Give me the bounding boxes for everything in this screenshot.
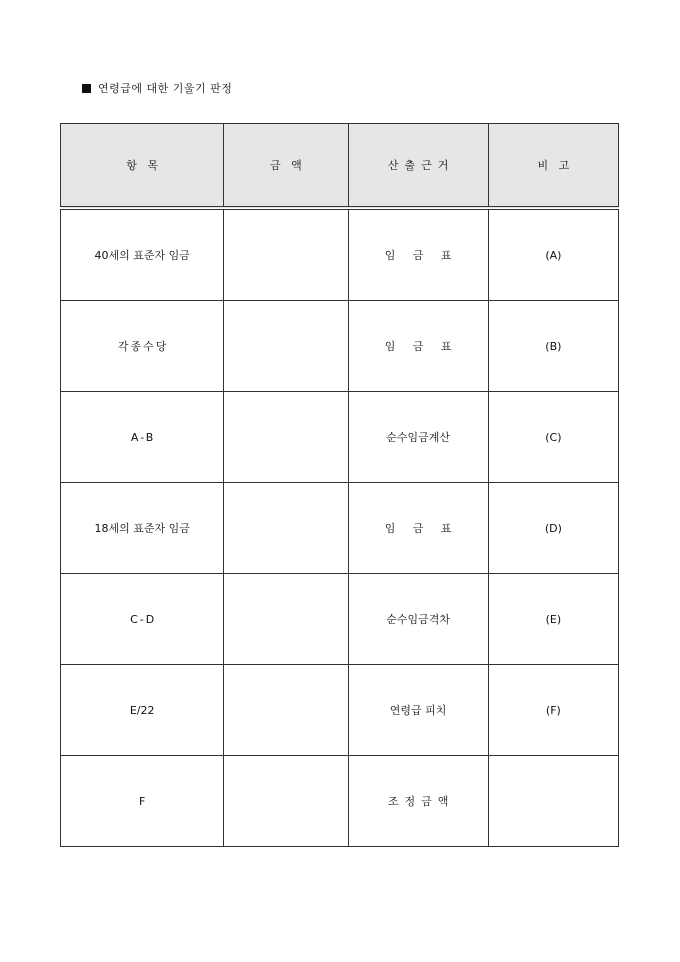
- cell-basis: 임 금 표: [348, 208, 488, 301]
- header-remark: 비 고: [488, 124, 618, 209]
- cell-amount: [224, 301, 348, 392]
- cell-remark: (A): [488, 208, 618, 301]
- cell-amount: [224, 574, 348, 665]
- cell-amount: [224, 665, 348, 756]
- cell-remark: (F): [488, 665, 618, 756]
- cell-amount: [224, 483, 348, 574]
- cell-item: 각종수당: [61, 301, 224, 392]
- cell-item: 40세의 표준자 임금: [61, 208, 224, 301]
- cell-item: F: [61, 756, 224, 847]
- cell-basis: 임 금 표: [348, 301, 488, 392]
- cell-basis: 순수임금격차: [348, 574, 488, 665]
- square-bullet-icon: [82, 84, 91, 93]
- table-row: [61, 574, 619, 665]
- table-row: [61, 665, 619, 756]
- cell-remark: (E): [488, 574, 618, 665]
- cell-item: C-D: [61, 574, 224, 665]
- cell-amount: [224, 208, 348, 301]
- table-row: [61, 208, 619, 301]
- cell-item: E/22: [61, 665, 224, 756]
- cell-remark: (B): [488, 301, 618, 392]
- cell-remark: (D): [488, 483, 618, 574]
- cell-basis: 임 금 표: [348, 483, 488, 574]
- section-heading-text: 연령급에 대한 기울기 판정: [98, 82, 233, 95]
- cell-item: 18세의 표준자 임금: [61, 483, 224, 574]
- header-item: 항 목: [61, 124, 224, 209]
- cell-basis: 조정금액: [348, 756, 488, 847]
- cell-item: A-B: [61, 392, 224, 483]
- cell-amount: [224, 392, 348, 483]
- header-basis: 산출근거: [348, 124, 488, 209]
- cell-remark: [488, 756, 618, 847]
- header-row: [61, 124, 619, 209]
- pitch-table: [60, 123, 619, 847]
- table-row: [61, 392, 619, 483]
- cell-basis: 순수임금계산: [348, 392, 488, 483]
- table-row: [61, 301, 619, 392]
- header-amount: 금 액: [224, 124, 348, 209]
- cell-basis: 연령급 피치: [348, 665, 488, 756]
- section-heading: [82, 80, 232, 96]
- cell-amount: [224, 756, 348, 847]
- table-row: [61, 483, 619, 574]
- table-row: [61, 756, 619, 847]
- cell-remark: (C): [488, 392, 618, 483]
